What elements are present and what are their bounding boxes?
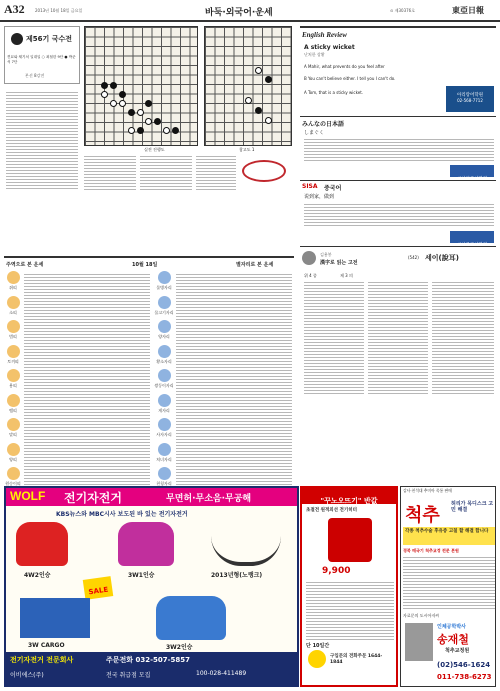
star-sign-name: 물고기자리 bbox=[154, 309, 174, 315]
lesson-subtitle: 난처한 상황 bbox=[304, 52, 325, 57]
wolf-sub: KBS뉴스와 MBC시사 보도된 바 있는 전기자전거 bbox=[56, 511, 188, 518]
black-stone bbox=[265, 76, 272, 83]
baduk-title: 제56기 국수전 bbox=[26, 35, 72, 43]
zodiac-icon bbox=[7, 418, 20, 431]
spine-highlight bbox=[403, 527, 495, 545]
chinese-title: 중국어 bbox=[324, 185, 342, 192]
spine-clinic: 경북 매국기 척추교정 전문 본원 bbox=[403, 548, 459, 553]
wolf-header bbox=[6, 488, 297, 506]
white-stone bbox=[137, 109, 144, 116]
dialog-line-a: A Mahir, what prevents do you feel after bbox=[304, 64, 385, 69]
spine-title: 허리가 목디스크 고민 해결 bbox=[451, 501, 494, 513]
zodiac-icon bbox=[7, 443, 20, 456]
star-cell bbox=[154, 319, 174, 345]
baduk-ref-board bbox=[204, 26, 292, 146]
baduk-subtitle: 본선 8강전 bbox=[25, 73, 45, 78]
hanja-text-col-2 bbox=[368, 280, 428, 396]
star-sign-name: 물병자리 bbox=[156, 285, 172, 290]
chinese-ad-box bbox=[450, 231, 494, 248]
english-ad-name: 아리랑어학원 bbox=[456, 93, 484, 98]
chick-image bbox=[308, 650, 326, 668]
zodiac-name: 뱀띠 bbox=[9, 407, 17, 413]
issue-date: 2013년 10월 18일 금요일 bbox=[35, 8, 83, 13]
hanja-text-col-1 bbox=[304, 280, 364, 396]
spine-name: 송재철 bbox=[437, 633, 469, 646]
baduk-section bbox=[4, 26, 294, 253]
star-cell bbox=[154, 393, 174, 419]
baduk-ref1-caption: 참고도 1 bbox=[239, 147, 255, 152]
spine-sub: 각종 척추수술 후유증 고칠 할 해결 합니다 bbox=[405, 529, 489, 534]
star-sign-name: 양자리 bbox=[158, 334, 170, 339]
spine-expert: 인체공학박사 bbox=[437, 624, 466, 630]
wolf-order-phone: 주문전화 032-507-5857 bbox=[106, 656, 191, 664]
star-sign-icon bbox=[158, 394, 171, 407]
kia-sponsor-logo bbox=[242, 160, 286, 182]
wolf-call: 전국 취급점 모집 bbox=[106, 672, 151, 679]
page-header bbox=[0, 0, 500, 22]
spine-body-text bbox=[403, 555, 495, 611]
zodiac-name: 용띠 bbox=[9, 383, 17, 388]
hanja-number: (542) bbox=[408, 255, 419, 260]
white-stone bbox=[128, 127, 135, 134]
hanja-author-photo bbox=[302, 251, 316, 265]
white-stone bbox=[110, 100, 117, 107]
heater-sub: 초절전 원적외선 전기히터 bbox=[306, 508, 357, 513]
black-stone bbox=[128, 109, 135, 116]
star-cell bbox=[154, 344, 174, 370]
doctor-photo bbox=[405, 623, 433, 661]
zodiac-icon bbox=[7, 394, 20, 407]
scooter-image bbox=[16, 522, 68, 566]
chinese-label: SISA bbox=[302, 183, 318, 190]
star-sign-icon bbox=[158, 369, 171, 382]
star-sign-icon bbox=[158, 443, 171, 456]
star-sign-name: 처녀자리 bbox=[156, 456, 172, 462]
white-stone bbox=[245, 97, 252, 104]
heater-price: 9,900 bbox=[322, 566, 351, 576]
star-sign-name: 게자리 bbox=[158, 407, 170, 413]
japanese-title: みんなの日本語 bbox=[302, 121, 345, 128]
baduk-fig-caption: 실전 진행도 bbox=[144, 147, 165, 152]
star-cell bbox=[154, 442, 174, 468]
zodiac-cell bbox=[4, 295, 22, 321]
star-sign-name: 사자자리 bbox=[156, 432, 172, 437]
black-stone bbox=[101, 82, 108, 89]
zodiac-icon bbox=[7, 320, 20, 333]
black-stone bbox=[110, 82, 117, 89]
star-cell bbox=[154, 368, 174, 394]
heater-ad[interactable] bbox=[300, 486, 398, 687]
heater-title: "꾸노오뜨기" 반값 bbox=[320, 497, 378, 505]
japanese-ad-box bbox=[450, 165, 494, 182]
hanja-section bbox=[300, 246, 496, 398]
zodiac-name: 원숭이띠 bbox=[5, 481, 21, 486]
product-label-2: 3W1인승 bbox=[128, 572, 155, 579]
bike-image bbox=[211, 522, 281, 566]
baduk-logo-icon bbox=[11, 33, 23, 45]
sale-label: SALE bbox=[88, 585, 109, 597]
star-cell bbox=[154, 417, 174, 443]
paper-name: 東亞日報 bbox=[452, 6, 484, 15]
wolf-brand: WOLF bbox=[10, 489, 46, 503]
zodiac-cell bbox=[4, 344, 22, 370]
baduk-commentary bbox=[6, 90, 78, 190]
cargo-image bbox=[20, 598, 90, 638]
black-stone bbox=[172, 127, 179, 134]
star-sign-icon bbox=[158, 418, 171, 431]
fortune-left-title: 주역으로 본 운세 bbox=[6, 262, 44, 268]
heater-body-text bbox=[306, 580, 394, 640]
hanja-badge: 김용봉 bbox=[320, 252, 332, 257]
baduk-text-col-4 bbox=[196, 154, 236, 190]
zodiac-cell bbox=[4, 417, 22, 443]
english-ad-box bbox=[446, 86, 494, 112]
star-sign-icon bbox=[158, 467, 171, 480]
zodiac-icon bbox=[7, 369, 20, 382]
black-stone bbox=[145, 100, 152, 107]
zodiac-icon bbox=[7, 345, 20, 358]
english-review bbox=[300, 26, 496, 114]
dialog-line-b: B You can't believe either. I tell you I can't do. bbox=[304, 76, 396, 81]
sale-badge bbox=[83, 576, 114, 600]
zodiac-cell bbox=[4, 442, 22, 468]
zodiac-cell bbox=[4, 270, 22, 296]
baduk-text-col-3 bbox=[140, 154, 192, 190]
chinese-ad-name: 시사중국어학원 bbox=[456, 243, 488, 248]
zodiac-name: 쥐띠 bbox=[9, 285, 17, 290]
zodiac-cell bbox=[4, 393, 22, 419]
black-stone bbox=[154, 118, 161, 125]
spine-brand: 척추 bbox=[405, 505, 440, 526]
white-stone bbox=[101, 91, 108, 98]
white-stone bbox=[255, 67, 262, 74]
wolf-footer bbox=[6, 652, 297, 685]
zodiac-name: 말띠 bbox=[9, 432, 17, 437]
zodiac-name: 범띠 bbox=[9, 334, 17, 339]
baduk-main-board bbox=[84, 26, 198, 146]
black-stone bbox=[137, 127, 144, 134]
zodiac-icon bbox=[7, 467, 20, 480]
english-title: English Review bbox=[302, 31, 347, 39]
japanese-section bbox=[300, 116, 496, 182]
zodiac-name: 소띠 bbox=[9, 309, 17, 315]
spine-tel1: (02)546-1624 bbox=[437, 661, 491, 669]
zodiac-name: 양띠 bbox=[9, 456, 17, 462]
chinese-section bbox=[300, 180, 496, 248]
star-sign-name: 쌍둥이자리 bbox=[154, 383, 174, 388]
lesson-title: A sticky wicket bbox=[304, 44, 355, 51]
dialog-line-c: A Tom, that is a sticky wicket. bbox=[304, 90, 364, 95]
spine-top: 감사·천석대 추미아 목통 판매 bbox=[403, 488, 452, 493]
zodiac-icon bbox=[7, 296, 20, 309]
zodiac-cell bbox=[4, 319, 22, 345]
product-label-5: 3W2인승 bbox=[166, 644, 193, 651]
white-stone bbox=[265, 117, 272, 124]
fortune-date: 10월 18일 bbox=[132, 262, 158, 268]
issue-meta: ⊙ 제30376호 bbox=[390, 8, 416, 13]
page-number: A32 bbox=[4, 2, 25, 16]
baduk-game-line: 견묘와 채기처 일대일 ○ 최철한 9단 ● 박준석 7단 bbox=[7, 55, 76, 64]
hanja-text-col-3 bbox=[432, 280, 494, 396]
star-sign-name: 황소자리 bbox=[156, 358, 172, 364]
zodiac-icon bbox=[7, 271, 20, 284]
wolf-shop: 전기자전거 전문회사 bbox=[10, 656, 74, 664]
product-label-4: 3W CARGO bbox=[28, 642, 65, 649]
heater-image bbox=[328, 518, 372, 562]
white-stone bbox=[145, 118, 152, 125]
hanja-sub: 위 4 종 bbox=[304, 273, 317, 278]
hanja-headword: 세이(說耳) bbox=[425, 254, 459, 262]
star-sign-icon bbox=[158, 296, 171, 309]
scooter-image bbox=[118, 522, 174, 566]
wolf-ad[interactable] bbox=[4, 486, 299, 687]
english-ad-phone: 02-568-7712 bbox=[457, 98, 483, 103]
wolf-tel2: 100-028-411489 bbox=[196, 670, 247, 677]
chinese-text bbox=[304, 202, 494, 228]
black-stone bbox=[119, 91, 126, 98]
wolf-title: 전기자전거 bbox=[64, 491, 122, 505]
heater-footer: 구입문의 전화주문 1644-1844 bbox=[330, 654, 383, 665]
japanese-text bbox=[304, 137, 494, 163]
wolf-site: 이비에스(주) bbox=[10, 672, 44, 679]
star-sign-icon bbox=[158, 320, 171, 333]
heater-header bbox=[302, 488, 396, 504]
wolf-tagline: 무면허·무소음·무공해 bbox=[166, 494, 252, 504]
star-sign-icon bbox=[158, 271, 171, 284]
star-sign-name: 천칭자리 bbox=[156, 481, 172, 486]
spine-tel2: 011-738-6273 bbox=[437, 673, 492, 681]
hanja-title: 漢字로 읽는 고전 bbox=[320, 260, 358, 266]
section-title: 바둑·외국어·운세 bbox=[205, 8, 273, 18]
product-label-3: 2013년형(노랭크) bbox=[211, 572, 263, 579]
heater-promo: 단 10일간 bbox=[306, 643, 330, 649]
product-label-1: 4W2인승 bbox=[24, 572, 51, 579]
scooter-image bbox=[156, 596, 226, 640]
zodiac-name: 토끼띠 bbox=[7, 358, 19, 364]
chinese-phrase: 说到家，做到 bbox=[304, 194, 335, 200]
white-stone bbox=[119, 100, 126, 107]
fortune-right-title: 별자리로 본 운세 bbox=[236, 262, 274, 268]
japanese-ad-name: 시사일본어학원 bbox=[456, 177, 488, 182]
baduk-text-col-2 bbox=[84, 154, 136, 190]
baduk-title-box bbox=[4, 26, 80, 84]
star-sign-icon bbox=[158, 345, 171, 358]
spine-phone-label: 자료문의 도시아저씨 bbox=[403, 613, 440, 618]
zodiac-cell bbox=[4, 368, 22, 394]
japanese-word: しまぐく bbox=[304, 130, 325, 136]
white-stone bbox=[163, 127, 170, 134]
star-cell bbox=[154, 270, 174, 296]
spine-ad[interactable] bbox=[400, 486, 496, 687]
spine-org: 척추교정원 bbox=[445, 648, 470, 654]
black-stone bbox=[255, 107, 262, 114]
star-cell bbox=[154, 295, 174, 321]
hanja-section-label: 제 3 의 bbox=[340, 273, 353, 278]
